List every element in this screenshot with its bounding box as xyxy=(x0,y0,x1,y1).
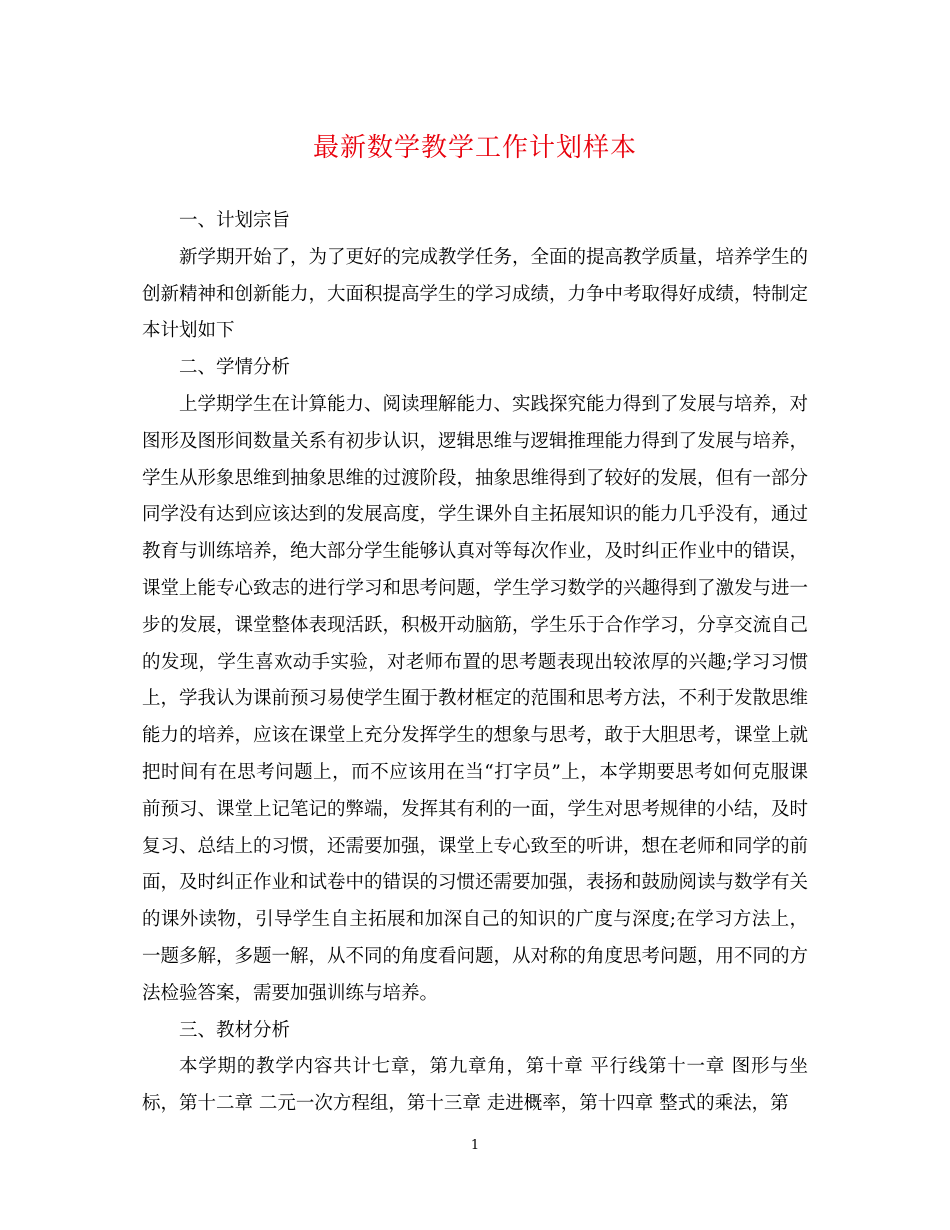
page-number: 1 xyxy=(470,1138,480,1153)
document-title: 最新数学教学工作计划样本 xyxy=(312,133,637,163)
document-body xyxy=(142,203,808,1123)
section-heading-student-analysis: 二、学情分析 xyxy=(179,357,291,379)
section-paragraph-student-analysis: 上学期学生在计算能力、阅读理解能力、实践探究能力得到了发展与培养，对图形及图形间数量关系有初步认识，逻辑思维与逻辑推理能力得到了发展与培养，学生从形象思维到抽象思维的过渡阶段，抽象思维得到了较好的发展，但有一部分同学没有达到应该达到的发展高度，学生课外自主拓展知识的能力几乎没有，通过教育与训练培养，绝大部分学生能够认真对等每次作业，及时纠正作业中的错误，课堂上能专心致志的进行学习和思考问题，学生学习数学的兴趣得到了激发与进一步的发展，课堂整体表现活跃，积极开动脑筋，学生乐于合作学习，分享交流自己的发现，学生喜欢动手实验，对老师布置的思考题表现出较浓厚的兴趣;学习习惯上，学我认为课前预习易使学生囿于教材框定的范围和思考方法，不利于发散思维能力的培养，应该在课堂上充分发挥学生的想象与思考，敢于大胆思考，课堂上就把时间有在思考问题上，而不应该用在当“打字员”上，本学期要思考如何克服课前预习、课堂上记笔记的弊端，发挥其有利的一面，学生对思考规律的小结，及时复习、总结上的习惯，还需要加强，课堂上专心致至的听讲，想在老师和同学的前面，及时纠正作业和试卷中的错误的习惯还需要加强，表扬和鼓励阅读与数学有关的课外读物，引导学生自主拓展和加深自己的知识的广度与深度;在学习方法上，一题多解，多题一解，从不同的角度看问题，从对称的角度思考问题，用不同的方法检验答案，需要加强训练与培养。 xyxy=(142,393,809,1004)
section-heading-textbook-analysis: 三、教材分析 xyxy=(179,1019,291,1041)
section-paragraph-textbook-analysis: 本学期的教学内容共计七章，第九章角，第十章 平行线第十一章 图形与坐标，第十二章 二元一次方程组，第十三章 走进概率，第十四章 整式的乘法，第 xyxy=(142,1056,808,1115)
section-heading-purpose: 一、计划宗旨 xyxy=(179,210,291,231)
section-paragraph-purpose: 新学期开始了，为了更好的完成教学任务，全面的提高教学质量，培养学生的创新精神和创新能力，大面积提高学生的学习成绩，力争中考取得好成绩，特制定本计划如下 xyxy=(142,246,809,342)
